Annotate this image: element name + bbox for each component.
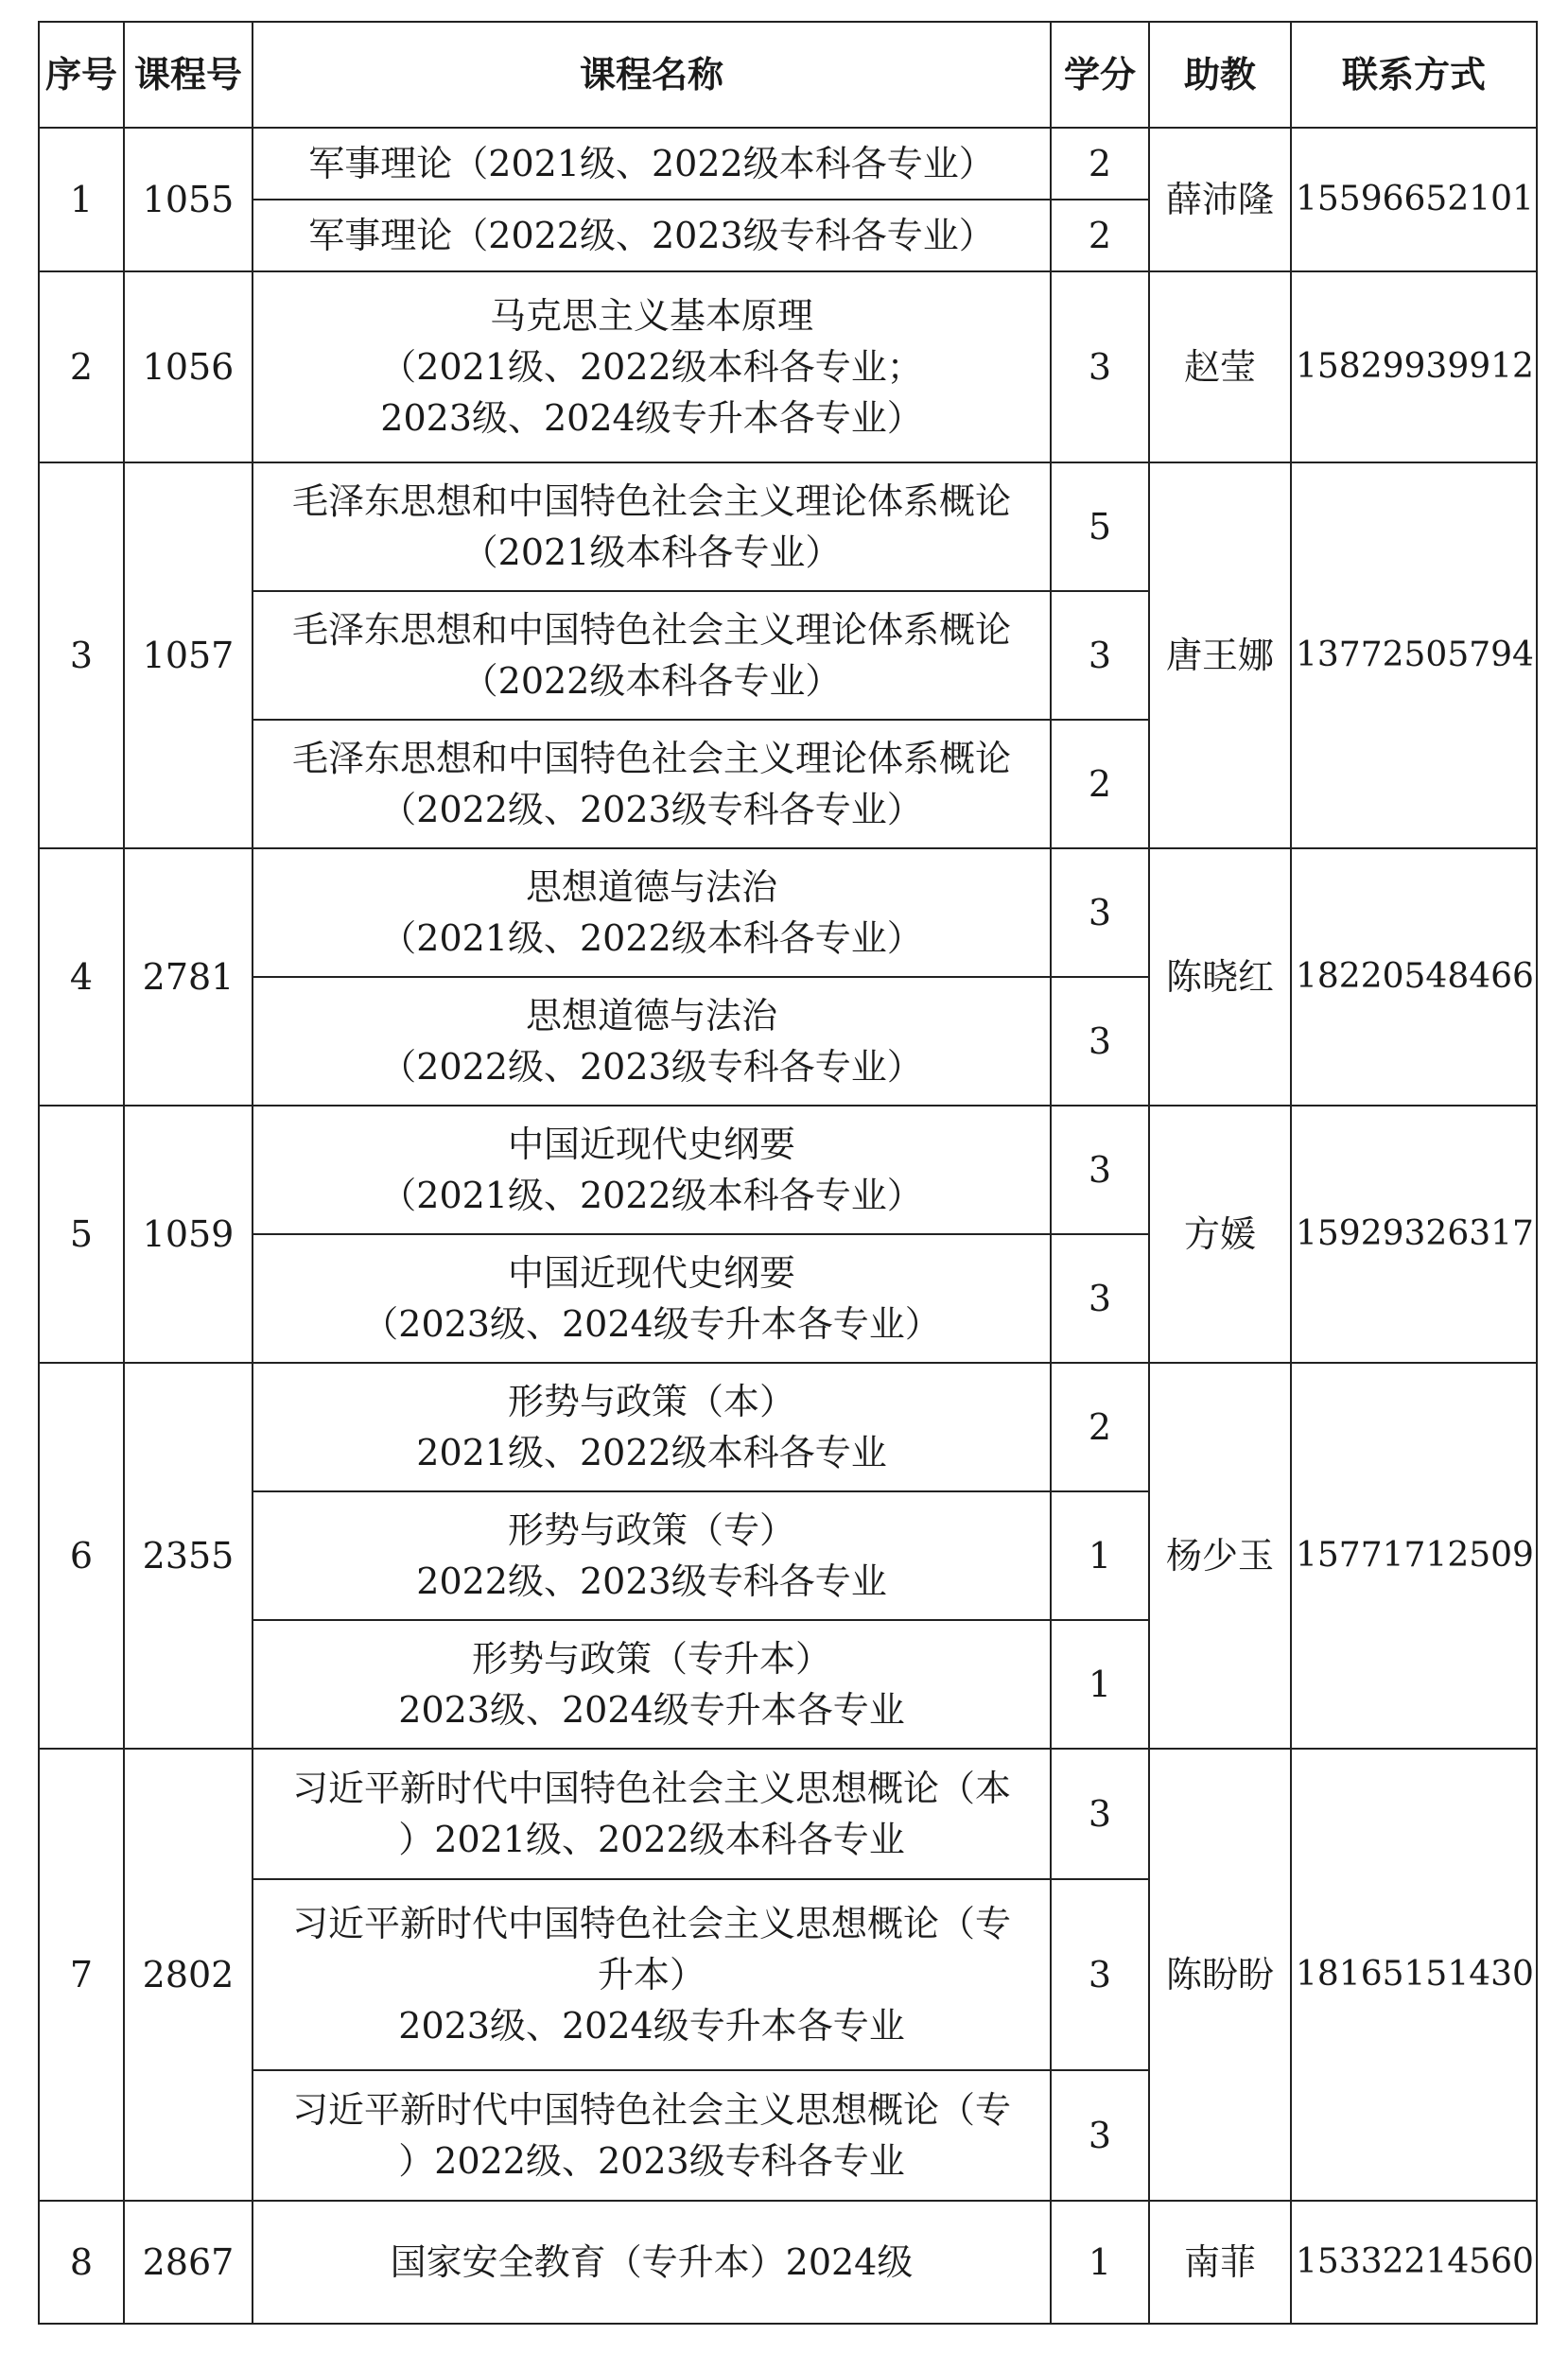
- header-credit: 学分: [1051, 22, 1149, 128]
- table-row: [39, 462, 1537, 591]
- course-name-line: 毛泽东思想和中国特色社会主义理论体系概论: [291, 609, 1011, 651]
- course-name-line: 2022级、2023级专科各专业: [416, 1560, 887, 1602]
- course-name-line: 形势与政策（本）: [507, 1381, 795, 1422]
- course-name-line: 2023级、2024级专升本各专业）: [380, 397, 923, 439]
- assistant-cell: 薛沛隆: [1149, 128, 1291, 271]
- table-row: [39, 128, 1537, 200]
- course-name-line: （2022级、2023级专科各专业）: [380, 789, 923, 830]
- course-name-line: （2023级、2024级专升本各专业）: [362, 1303, 941, 1345]
- table-row: [39, 271, 1537, 462]
- course-no-cell: 2781: [124, 848, 253, 1106]
- assistant-cell: 赵莹: [1149, 271, 1291, 462]
- course-name-cell: [253, 848, 1051, 977]
- assistant-cell: 唐王娜: [1149, 462, 1291, 848]
- course-name-cell: [253, 2070, 1051, 2201]
- course-name-cell: [253, 1491, 1051, 1620]
- course-name-cell: [253, 462, 1051, 591]
- assistant-cell: 南菲: [1149, 2201, 1291, 2324]
- phone-cell: 13772505794: [1291, 462, 1537, 848]
- course-name-line: 中国近现代史纲要: [507, 1252, 795, 1294]
- course-no-cell: 2355: [124, 1363, 253, 1749]
- header-contact: 联系方式: [1291, 22, 1537, 128]
- seq-cell: 4: [39, 848, 124, 1106]
- credit-cell: 3: [1051, 1749, 1149, 1879]
- course-name-line: 形势与政策（专）: [507, 1509, 795, 1551]
- credit-cell: 3: [1051, 1106, 1149, 1234]
- course-name-line: ）2021级、2022级本科各专业: [398, 1819, 905, 1860]
- course-no-cell: 1055: [124, 128, 253, 271]
- course-name-line: 习近平新时代中国特色社会主义思想概论（专: [291, 1903, 1011, 1944]
- credit-cell: 3: [1051, 1879, 1149, 2070]
- table-row: [39, 2201, 1537, 2324]
- course-no-cell: 1059: [124, 1106, 253, 1363]
- credit-cell: 1: [1051, 1491, 1149, 1620]
- course-name-line: （2021级、2022级本科各专业；: [380, 346, 923, 388]
- course-name-line: 升本）: [597, 1954, 706, 1995]
- table-row: [39, 1106, 1537, 1234]
- course-name-line: 习近平新时代中国特色社会主义思想概论（本: [291, 1768, 1011, 1809]
- course-name-cell: [253, 977, 1051, 1106]
- header-course-name: 课程名称: [253, 22, 1051, 128]
- assistant-cell: 方媛: [1149, 1106, 1291, 1363]
- credit-cell: 3: [1051, 591, 1149, 720]
- seq-cell: 3: [39, 462, 124, 848]
- header-assistant: 助教: [1149, 22, 1291, 128]
- credit-cell: 2: [1051, 200, 1149, 271]
- course-name-cell: [253, 1234, 1051, 1363]
- table-row: [39, 1363, 1537, 1491]
- course-name-line: 2023级、2024级专升本各专业: [398, 2005, 905, 2047]
- header-seq: 序号: [39, 22, 124, 128]
- course-name-cell: [253, 720, 1051, 848]
- seq-cell: 5: [39, 1106, 124, 1363]
- phone-cell: 15771712509: [1291, 1363, 1537, 1749]
- credit-cell: 2: [1051, 128, 1149, 200]
- course-name-cell: [253, 1620, 1051, 1749]
- course-name-cell: [253, 128, 1051, 200]
- course-name-line: 2023级、2024级专升本各专业: [398, 1689, 905, 1731]
- assistant-cell: 陈晓红: [1149, 848, 1291, 1106]
- course-name-line: （2022级本科各专业）: [462, 660, 842, 702]
- course-name-line: （2021级、2022级本科各专业）: [380, 917, 923, 959]
- seq-cell: 8: [39, 2201, 124, 2324]
- course-name-line: 习近平新时代中国特色社会主义思想概论（专: [291, 2089, 1011, 2131]
- course-name-line: 思想道德与法治: [525, 866, 777, 908]
- table-row: [39, 1749, 1537, 1879]
- course-name-cell: [253, 1879, 1051, 2070]
- credit-cell: 3: [1051, 271, 1149, 462]
- course-name-cell: [253, 271, 1051, 462]
- phone-cell: 18165151430: [1291, 1749, 1537, 2201]
- course-name-line: 军事理论（2021级、2022级本科各专业）: [308, 143, 995, 184]
- course-name-cell: [253, 200, 1051, 271]
- seq-cell: 1: [39, 128, 124, 271]
- seq-cell: 2: [39, 271, 124, 462]
- credit-cell: 2: [1051, 720, 1149, 848]
- credit-cell: 3: [1051, 848, 1149, 977]
- course-name-line: 2021级、2022级本科各专业: [416, 1432, 887, 1473]
- credit-cell: 3: [1051, 977, 1149, 1106]
- course-name-line: 军事理论（2022级、2023级专科各专业）: [308, 215, 995, 256]
- credit-cell: 5: [1051, 462, 1149, 591]
- credit-cell: 3: [1051, 1234, 1149, 1363]
- header-course-no: 课程号: [124, 22, 253, 128]
- phone-cell: 18220548466: [1291, 848, 1537, 1106]
- course-name-line: 形势与政策（专升本）: [471, 1638, 831, 1680]
- phone-cell: 15829939912: [1291, 271, 1537, 462]
- course-no-cell: 2802: [124, 1749, 253, 2201]
- course-name-line: 马克思主义基本原理: [489, 295, 813, 337]
- course-no-cell: 2867: [124, 2201, 253, 2324]
- table-header-row: [39, 22, 1537, 128]
- credit-cell: 1: [1051, 2201, 1149, 2324]
- assistant-cell: 陈盼盼: [1149, 1749, 1291, 2201]
- seq-cell: 6: [39, 1363, 124, 1749]
- course-no-cell: 1057: [124, 462, 253, 848]
- seq-cell: 7: [39, 1749, 124, 2201]
- course-name-cell: [253, 1363, 1051, 1491]
- course-name-line: 国家安全教育（专升本）2024级: [390, 2241, 914, 2283]
- phone-cell: 15332214560: [1291, 2201, 1537, 2324]
- credit-cell: 3: [1051, 2070, 1149, 2201]
- course-name-line: （2021级本科各专业）: [462, 532, 842, 573]
- course-name-line: 毛泽东思想和中国特色社会主义理论体系概论: [291, 480, 1011, 522]
- course-name-line: 毛泽东思想和中国特色社会主义理论体系概论: [291, 738, 1011, 779]
- course-name-cell: [253, 1749, 1051, 1879]
- phone-cell: 15929326317: [1291, 1106, 1537, 1363]
- credit-cell: 1: [1051, 1620, 1149, 1749]
- assistant-cell: 杨少玉: [1149, 1363, 1291, 1749]
- course-name-line: ）2022级、2023级专科各专业: [398, 2140, 905, 2182]
- course-no-cell: 1056: [124, 271, 253, 462]
- table-row: [39, 848, 1537, 977]
- course-name-cell: [253, 591, 1051, 720]
- credit-cell: 2: [1051, 1363, 1149, 1491]
- course-name-line: 思想道德与法治: [525, 995, 777, 1037]
- course-name-line: 中国近现代史纲要: [507, 1124, 795, 1165]
- phone-cell: 15596652101: [1291, 128, 1537, 271]
- course-name-line: （2022级、2023级专科各专业）: [380, 1046, 923, 1088]
- course-name-cell: [253, 2201, 1051, 2324]
- course-table: [38, 21, 1538, 2325]
- course-name-cell: [253, 1106, 1051, 1234]
- course-name-line: （2021级、2022级本科各专业）: [380, 1175, 923, 1216]
